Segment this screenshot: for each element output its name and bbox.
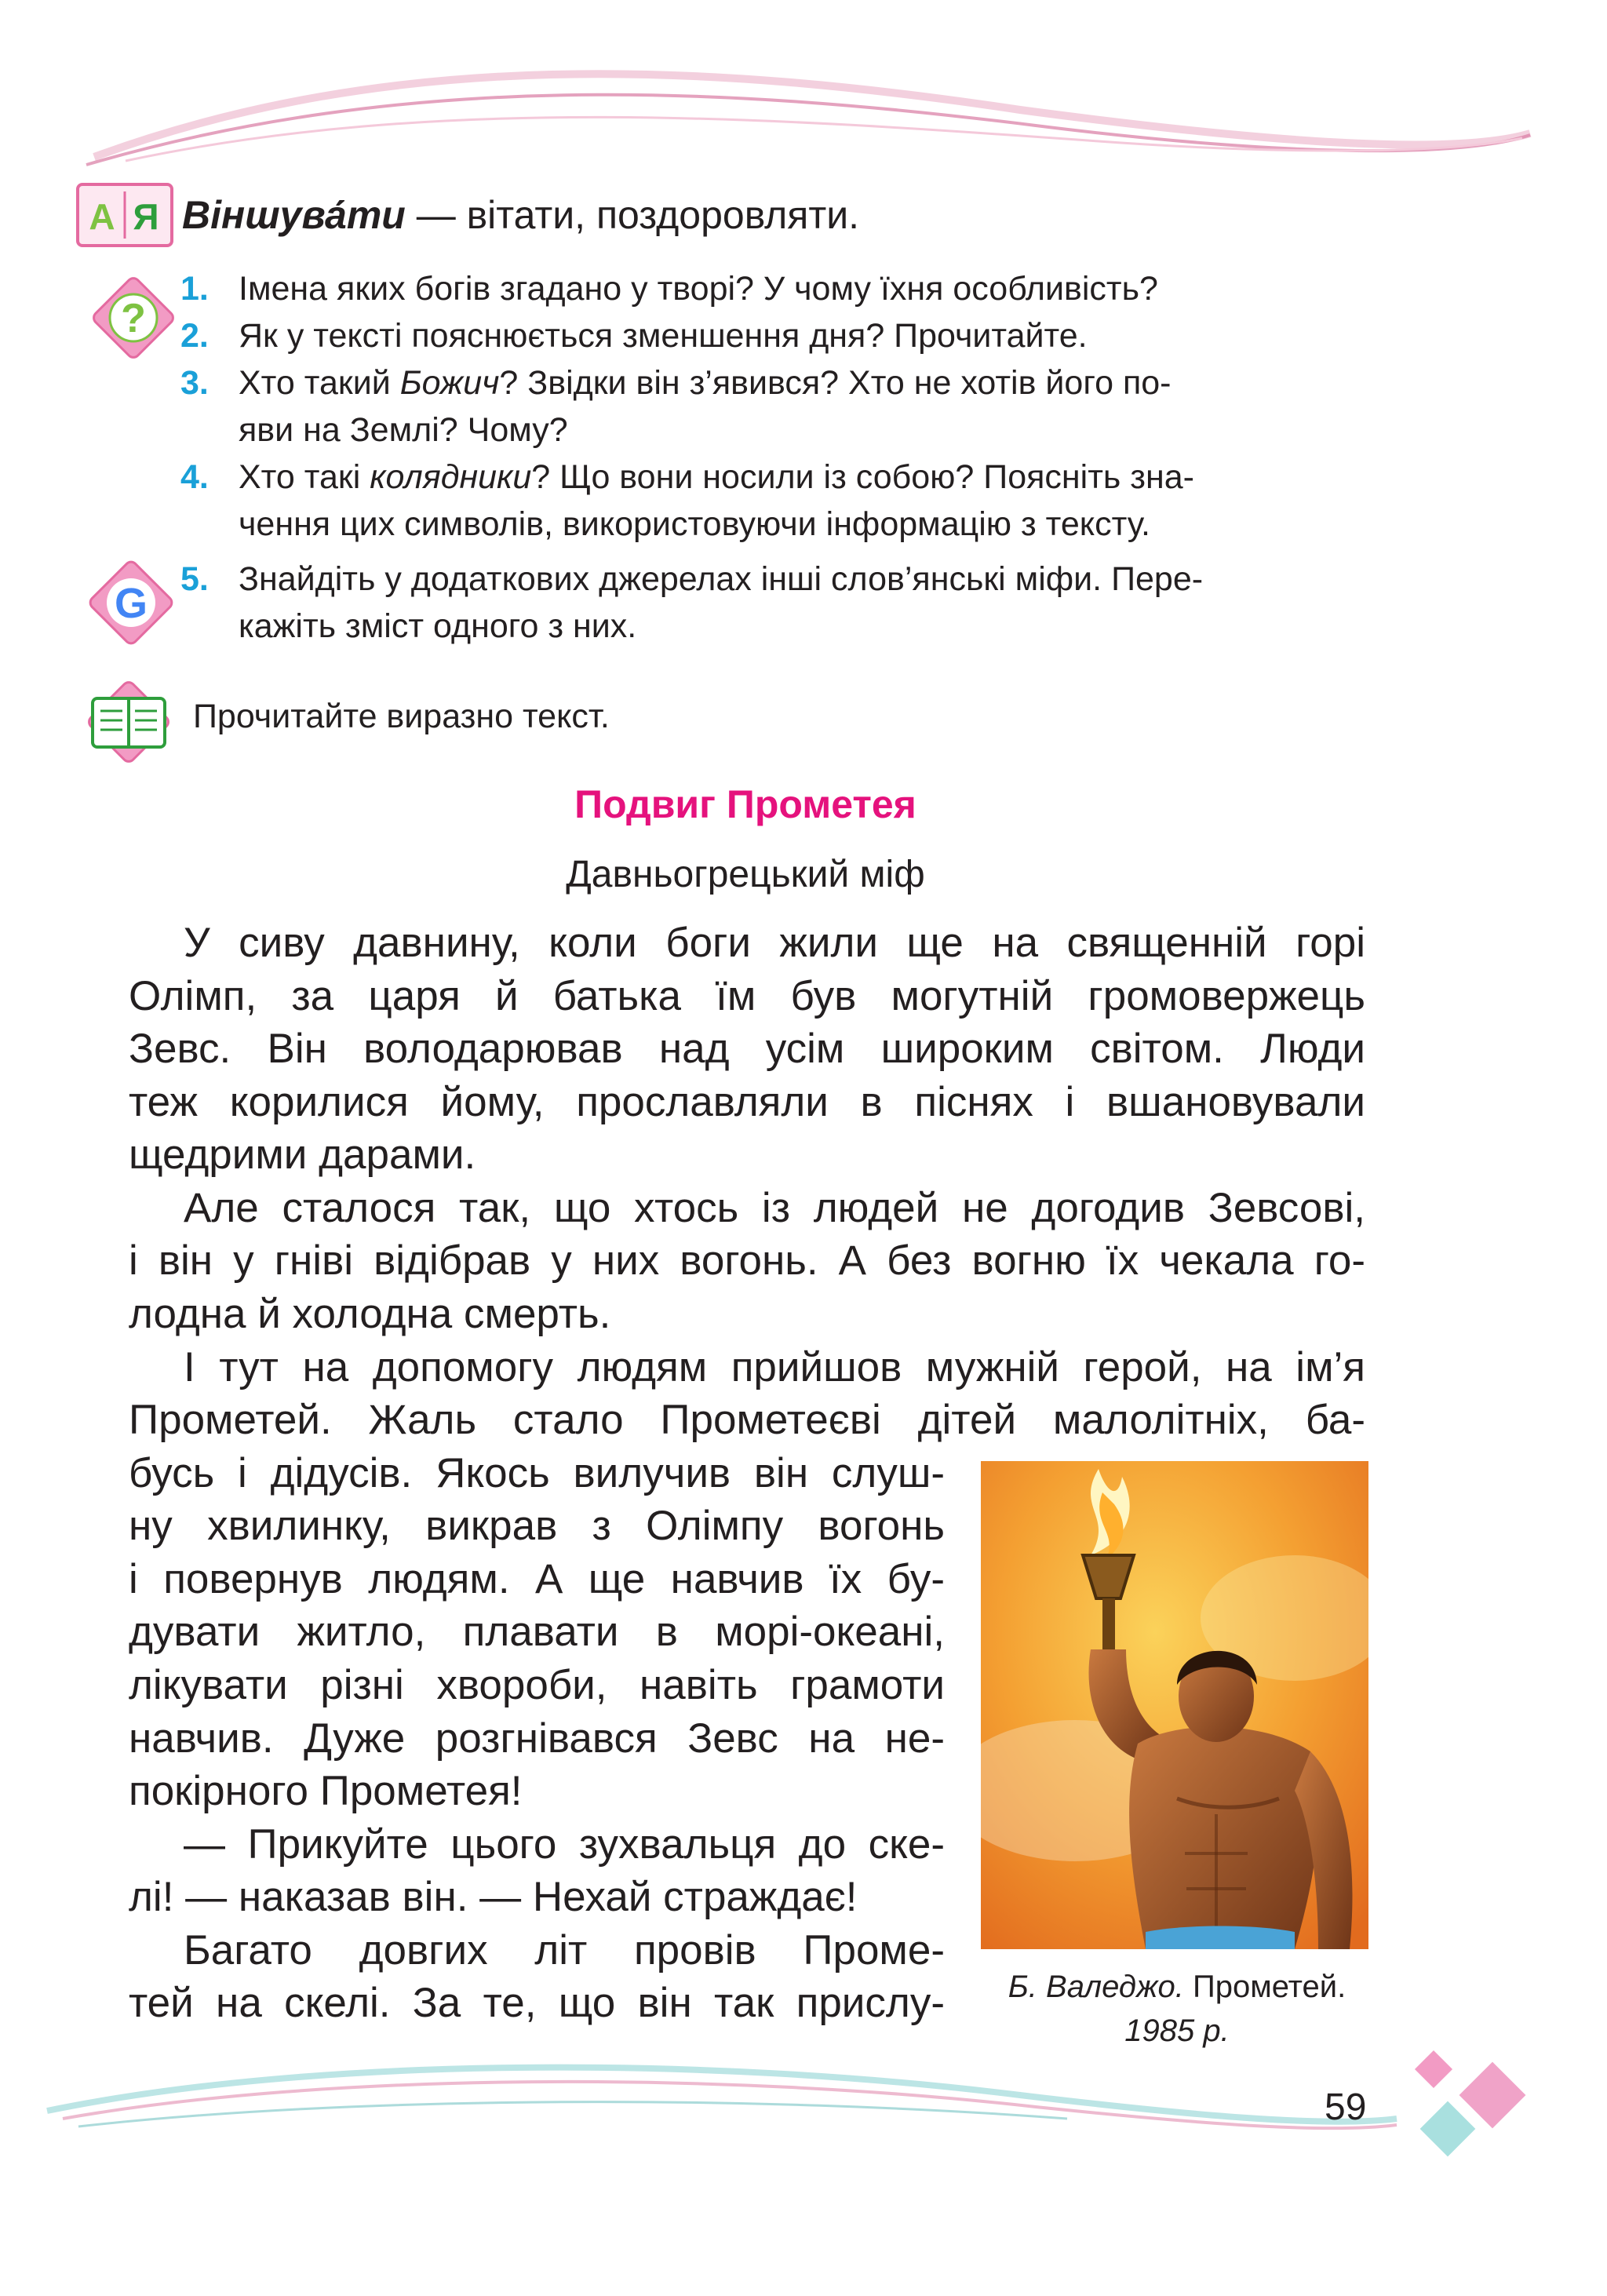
text-line: лі! — наказав він. — Нехай страждає! [129, 1874, 858, 1920]
question-number: 1. [180, 270, 209, 308]
text-line: дувати житло, плавати в морі-океані, [129, 1609, 945, 1655]
text-line: теж корилися йому, прославляли в піснях і вшановували [129, 1079, 1365, 1125]
vocabulary-badge-icon [75, 182, 174, 248]
question-text: Імена яких богів згадано у творі? У чому їхня особливість? [239, 270, 1158, 308]
text-line: щедрими дарами. [129, 1132, 476, 1178]
caption-title: Прометей. [1183, 1970, 1346, 2004]
text-line: лікувати різні хвороби, навіть грамоти [129, 1662, 945, 1708]
text-line: тей на скелі. За те, що він так прислу- [129, 1980, 945, 2026]
text-line: навчив. Дуже розгнівався Зевс на не- [129, 1715, 945, 1762]
question-text: Як у тексті пояснюється зменшення дня? Прочитайте. [239, 317, 1088, 355]
question-4: 4. Хто такі колядники? Що вони носили із собою? Поясніть зна- чення цих символів, використовуючи інформацію з тексту. [180, 454, 1373, 548]
text-line: лодна й холодна смерть. [129, 1291, 611, 1337]
vocabulary-entry [182, 187, 859, 243]
question-1 [180, 265, 1373, 312]
question-mark-icon [86, 271, 180, 373]
vocabulary-term: Віншува́ти [182, 193, 406, 237]
question-icon-glyph: ? [121, 296, 146, 341]
text-line: і повернув людям. А ще навчив їх бу- [129, 1556, 945, 1602]
vocabulary-definition: — вітати, поздоровляти. [405, 193, 860, 237]
google-search-icon [82, 553, 180, 655]
text-line: Зевс. Він володарював над усім широким світом. Люди [129, 1026, 1365, 1072]
question-term: колядники [370, 458, 532, 496]
caption-author: Б. Валеджо. [1008, 1970, 1184, 2004]
question-number: 2. [180, 317, 209, 355]
text-line: У сиву давнину, коли боги жили ще на священній горі [184, 920, 1365, 966]
text-title: Подвиг Прометея [574, 782, 916, 826]
badge-letter-a: А [89, 196, 115, 237]
open-book-icon [82, 675, 176, 769]
google-icon-glyph: G [114, 580, 148, 627]
text-line: Прометей. Жаль стало Прометеєві дітей малолітніх, ба- [129, 1397, 1365, 1443]
question-term: Божич [399, 364, 500, 402]
text-subtitle: Давньогрецький міф [566, 854, 925, 895]
read-instruction: Прочитайте виразно текст. [193, 698, 610, 735]
corner-diamonds-icon [1397, 2048, 1546, 2174]
question-number: 4. [180, 458, 209, 496]
badge-letter-ya: Я [133, 196, 159, 237]
text-line: Але сталося так, що хтось із людей не догодив Зевсові, [184, 1185, 1365, 1231]
text-line: ну хвилинку, викрав з Олімпу вогонь [129, 1503, 945, 1549]
text-line: І тут на допомогу людям прийшов мужній герой, на ім’я [184, 1344, 1365, 1390]
top-decorative-wave [0, 0, 1607, 204]
question-5: 5. Знайдіть у додаткових джерелах інші слов’янські міфи. Пере- кажіть зміст одного з них. [180, 556, 1373, 650]
question-2 [180, 312, 1373, 359]
page-number: 59 [1325, 2086, 1367, 2128]
question-3: 3. Хто такий Божич? Звідки він з’явився? Хто не хотів його по- яви на Землі? Чому? [180, 359, 1373, 454]
question-number: 3. [180, 364, 209, 402]
text-line: покірного Прометея! [129, 1768, 523, 1814]
caption-year: 1985 р. [1124, 2014, 1230, 2048]
question-number: 5. [180, 560, 209, 598]
text-line: Багато довгих літ провів Проме- [184, 1927, 945, 1973]
text-line: — Прикуйте цього зухвальця до ске- [184, 1821, 945, 1868]
text-line: і він у гніві відібрав у них вогонь. А без вогню їх чекала го- [129, 1237, 1365, 1284]
prometheus-illustration [981, 1461, 1368, 1949]
text-line: Олімп, за царя й батька їм був могутній громовержець [129, 973, 1365, 1019]
text-line: бусь і дідусів. Якось вилучив він слуш- [129, 1450, 945, 1496]
